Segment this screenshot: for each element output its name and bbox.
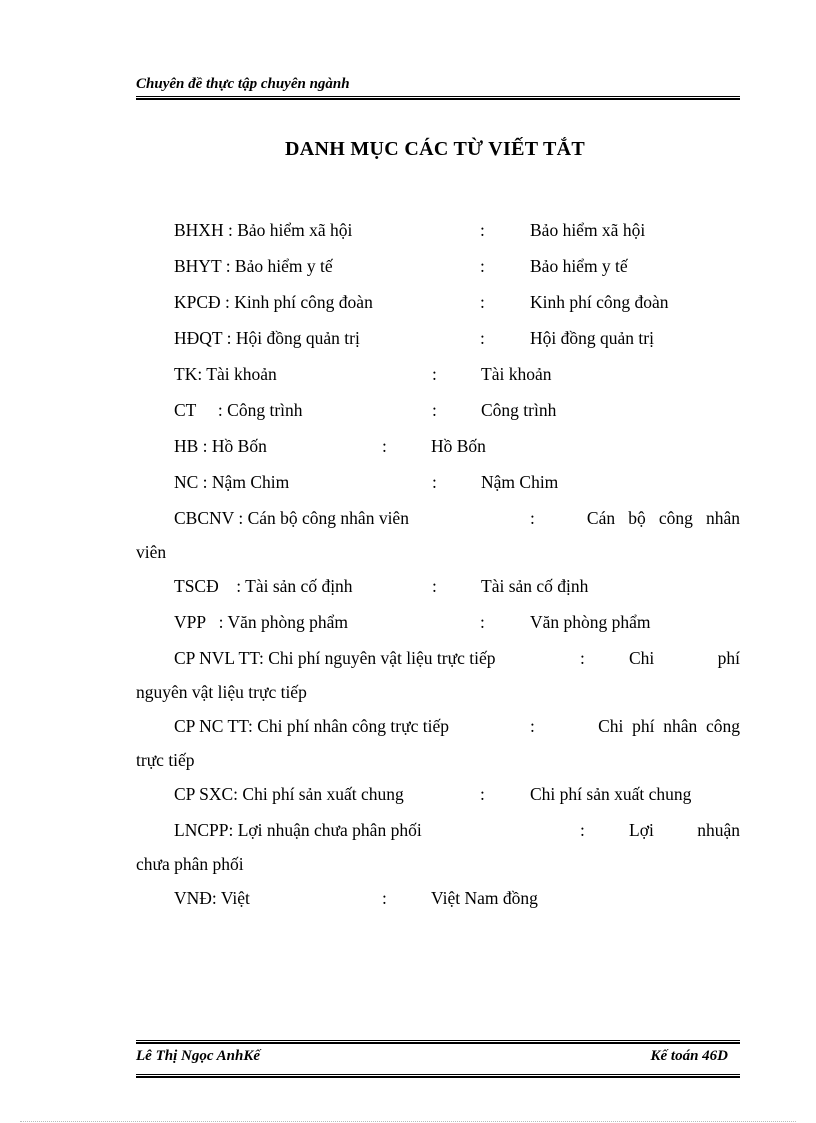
- list-item: TSCĐ : Tài sản cố định : Tài sản cố định: [174, 576, 589, 596]
- page-title: DANH MỤC CÁC TỪ VIẾT TẮT: [284, 138, 586, 160]
- list-item: CP NVL TT: Chi phí nguyên vật liệu trực tiếp : Chi phí nguyên vật liệu trực tiếp: [136, 648, 740, 702]
- list-item: VPP : Văn phòng phẩm : Văn phòng phẩm: [174, 612, 651, 632]
- footer-class: Kế toán 46D: [650, 1048, 728, 1064]
- list-item: VNĐ: Việt : Việt Nam đồng: [174, 888, 538, 908]
- footer-author: Lê Thị Ngọc AnhKế: [136, 1048, 261, 1064]
- header-rule: [136, 96, 740, 100]
- list-item: LNCPP: Lợi nhuận chưa phân phối : Lợi nhuận chưa phân phối: [136, 820, 740, 874]
- list-item: KPCĐ : Kinh phí công đoàn : Kinh phí công đoàn: [174, 292, 669, 312]
- list-item: CP SXC: Chi phí sản xuất chung : Chi phí sản xuất chung: [174, 784, 692, 804]
- list-item: TK: Tài khoản : Tài khoản: [174, 364, 552, 384]
- footer-rule: [136, 1040, 740, 1044]
- list-item: BHYT : Bảo hiểm y tế : Bảo hiểm y tế: [174, 256, 628, 276]
- running-header: Chuyên đề thực tập chuyên ngành: [136, 76, 350, 92]
- abbreviation-list: [136, 216, 740, 920]
- list-item: CT : Công trình : Công trình: [174, 400, 557, 420]
- list-item: HB : Hồ Bốn : Hồ Bốn: [174, 436, 486, 456]
- list-item: HĐQT : Hội đồng quản trị : Hội đồng quản trị: [174, 328, 654, 348]
- footer-rule-lower: [136, 1074, 740, 1078]
- list-item: BHXH : Bảo hiểm xã hội : Bảo hiểm xã hội: [174, 220, 646, 240]
- list-item: NC : Nậm Chim : Nậm Chim: [174, 472, 559, 492]
- list-item: CP NC TT: Chi phí nhân công trực tiếp : Chi phí nhân công trực tiếp: [136, 716, 740, 770]
- list-item: CBCNV : Cán bộ công nhân viên : Cán bộ công nhân viên: [136, 508, 740, 562]
